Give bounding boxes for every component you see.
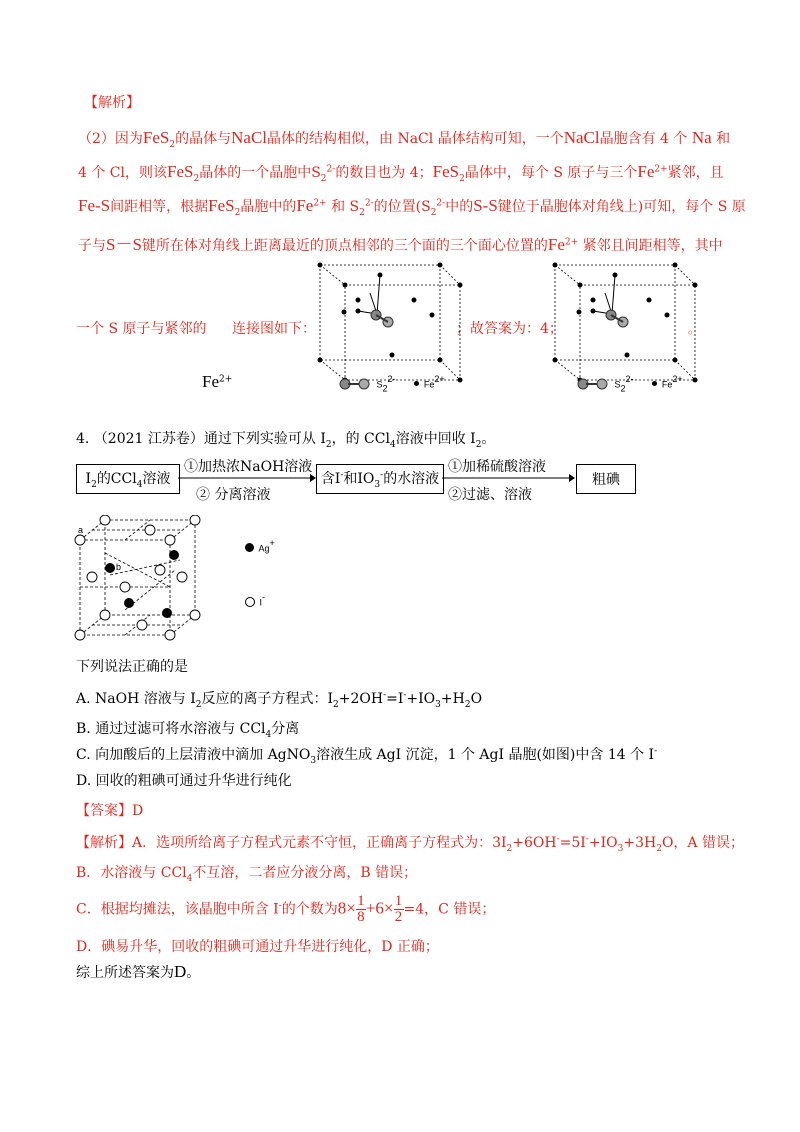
option-c: C. 向加酸后的上层清液中滴加 AgNO$_3$溶液生成 AgI 沉淀，1 个 AgI 晶胞(如图)中含 14 个 I- — [76, 746, 658, 766]
flow-step1-top: ①加热浓NaOH溶液 — [184, 459, 313, 475]
fes2-legend-2: $S_2^{2-}$ $Fe^{2+}$ — [576, 374, 683, 393]
fraction-one-half: $\frac{1}{2}$ — [394, 893, 403, 926]
agi-label-a: a — [78, 525, 84, 535]
answer-line: 【答案】D — [76, 803, 144, 819]
s2-dimer-icon — [576, 378, 610, 390]
agi-cell-figure — [70, 515, 210, 650]
agi-legend-i: I- — [245, 592, 265, 610]
flow-arrow-2 — [442, 472, 575, 484]
analysis-line5-end: 。 — [688, 322, 701, 336]
flow-arrow-1 — [178, 472, 316, 484]
i-ion-icon — [245, 597, 255, 607]
fe2-label: $Fe^{2+}$ — [202, 372, 233, 391]
analysis-d: D．碘易升华，回收的粗碘可通过升华进行纯化，D 正确； — [76, 939, 439, 955]
analysis-summary: 综上所述答案为D。 — [76, 962, 201, 981]
analysis-paragraph-line1: （2）因为FeS$_2$的晶体与NaCl晶体的结构相似，由 NaCl 晶体结构可知，一个NaCl晶胞含有 4 个 Na 和 — [78, 128, 731, 150]
analysis-paragraph-line2: 4 个 Cl，则该FeS$_2$晶体的一个晶胞中$S_2^{2-}$的数目也为 4；FeS$_2$晶体中，每个 S 原子与三个$Fe^{2+}$紧邻，且 — [78, 162, 724, 184]
option-d: D. 回收的粗碘可通过升华进行纯化 — [76, 773, 292, 789]
fes2-legend-1: $S_2^{2-}$ $Fe^{2+}$ — [338, 374, 445, 393]
analysis-label: 【解析】 — [84, 95, 140, 111]
question-4-stem: 4. （2021 江苏卷）通过下列实验可从 $I_2$，的 CCl$_4$溶液中回收 $I_2$。 — [76, 431, 496, 450]
agi-legend-ag: Ag+ — [245, 538, 275, 556]
analysis-b: B．水溶液与 CCl$_4$不互溶，二者应分液分离，B 错误； — [76, 865, 418, 884]
fe2-dot-icon — [652, 381, 657, 386]
analysis-line5-part2: 连接图如下： — [232, 321, 316, 337]
analysis-c: C．根据均摊法，该晶胞中所含 I-的个数为8× $\frac{1}{8}$ +6× $\frac{1}{2}$ =4，C 错误； — [76, 893, 496, 926]
analysis-paragraph-line4: 子与S－S键所在体对角线上距离最近的顶点相邻的三个面的三个面心位置的$Fe^{2+}$ 紧邻且间距相等，其中 — [78, 235, 723, 254]
option-b: B. 通过过滤可将水溶液与 CCl$_4$分离 — [76, 721, 300, 740]
analysis-line5-part1: 一个 S 原子与紧邻的 — [76, 321, 207, 337]
option-a: A. NaOH 溶液与 $I_2$反应的离子方程式：$I_2+2OH^-=I^-+IO_3+H_2O$ — [76, 690, 483, 710]
flow-step1-bottom: ② 分离溶液 — [196, 487, 271, 503]
flow-box-middle: 含I-和$IO_3^-$的水溶液 — [316, 464, 444, 494]
ag-ion-icon — [245, 543, 254, 552]
flow-box-start: $I_2$的CCl$_4$溶液 — [76, 464, 180, 494]
s2-dimer-icon — [338, 378, 372, 390]
flow-step2-bottom: ②过滤、溶液 — [448, 487, 532, 503]
fe2-dot-icon — [414, 381, 419, 386]
analysis-a: 【解析】A．选项所给离子方程式元素不守恒，正确离子方程式为：$3I_2+6OH^-=5I^-+IO_3+3H_2O$，A 错误； — [76, 834, 744, 854]
analysis-paragraph-line3: Fe-S间距相等，根据FeS$_2$晶胞中的$Fe^{2+}$ 和 $S_2^{2-}$的位置($S_2^{2-}$中的S-S键位于晶胞体对角线上)可知，每个 S 原 — [78, 196, 746, 218]
analysis-line5-part3: ；故答案为：4； — [456, 321, 563, 337]
flow-box-end: 粗碘 — [576, 464, 636, 494]
agi-label-b: b — [116, 562, 122, 572]
flow-step2-top: ①加稀硫酸溶液 — [448, 459, 546, 475]
question-prompt: 下列说法正确的是 — [76, 659, 188, 675]
fraction-one-eighth: $\frac{1}{8}$ — [357, 893, 365, 926]
